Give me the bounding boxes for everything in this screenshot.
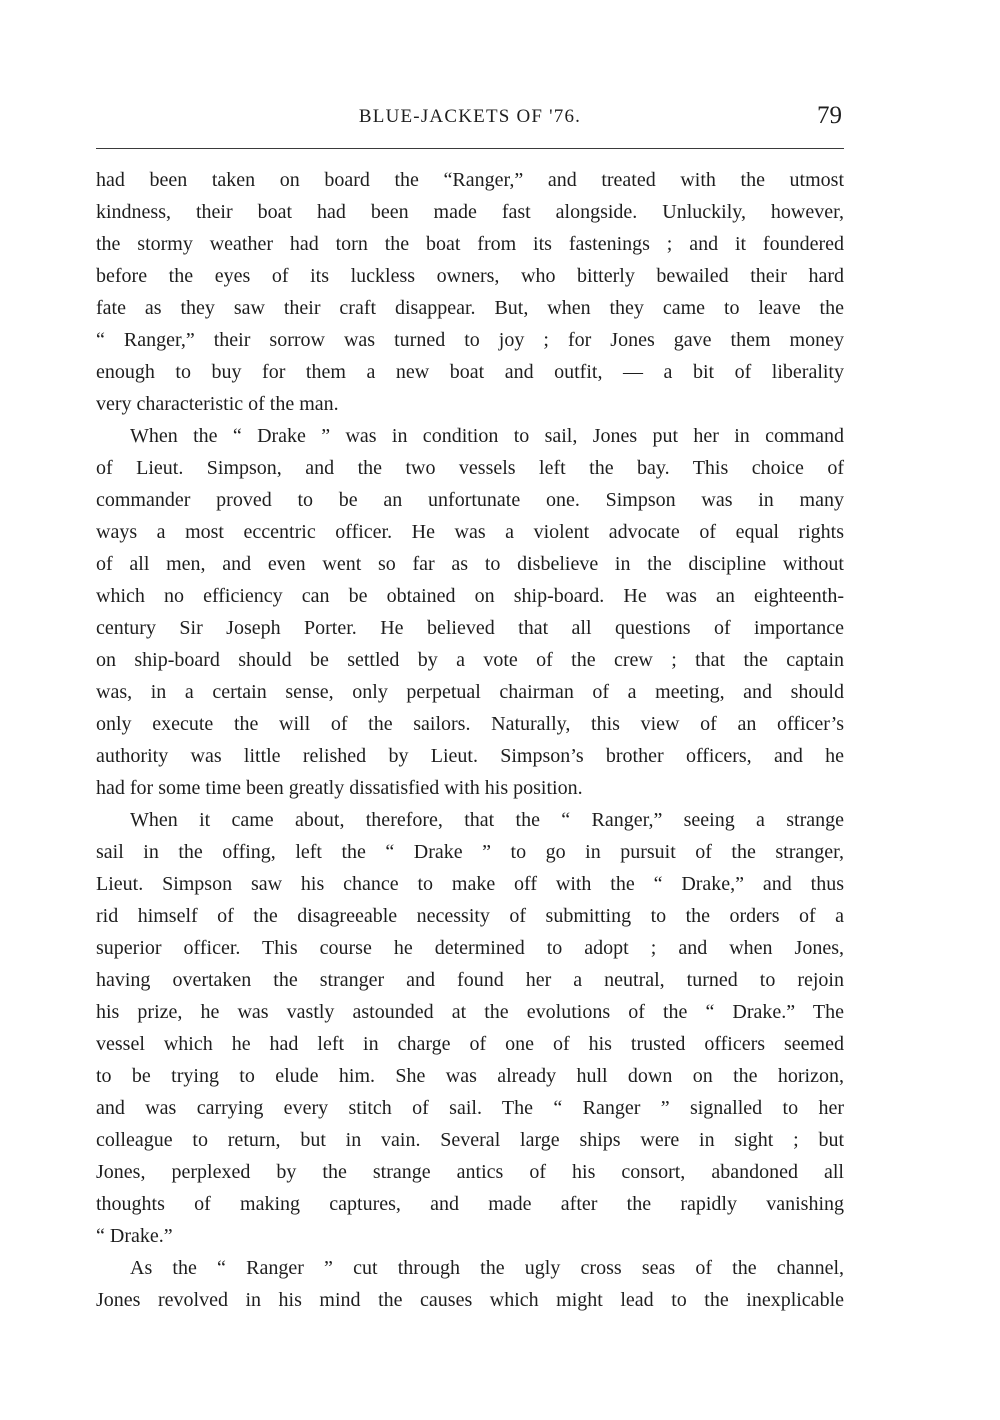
text-line: Jones revolved in his mind the causes which might lead to the inexplicable [96, 1289, 844, 1311]
text-line: and was carrying every stitch of sail. The “ Ranger ” signalled to her [96, 1097, 844, 1119]
text-line: rid himself of the disagreeable necessity of submitting to the orders of a [96, 905, 844, 927]
text-line: of Lieut. Simpson, and the two vessels left the bay. This choice of [96, 457, 844, 479]
text-line: authority was little relished by Lieut. Simpson’s brother officers, and he [96, 745, 844, 767]
text-line: Lieut. Simpson saw his chance to make off with the “ Drake,” and thus [96, 873, 844, 895]
text-line: ways a most eccentric officer. He was a violent advocate of equal rights [96, 521, 844, 543]
text-line: had for some time been greatly dissatisfied with his position. [96, 777, 583, 799]
text-line: his prize, he was vastly astounded at the evolutions of the “ Drake.” The [96, 1001, 844, 1023]
text-line: sail in the offing, left the “ Drake ” to go in pursuit of the stranger, [96, 841, 844, 863]
text-line: was, in a certain sense, only perpetual chairman of a meeting, and should [96, 681, 844, 703]
text-line: When the “ Drake ” was in condition to sail, Jones put her in command [130, 425, 844, 447]
text-line: Jones, perplexed by the strange antics of his consort, abandoned all [96, 1161, 844, 1183]
page-number: 79 [817, 102, 842, 129]
text-line: fate as they saw their craft disappear. But, when they came to leave the [96, 297, 844, 319]
text-line: before the eyes of its luckless owners, who bitterly bewailed their hard [96, 265, 844, 287]
text-line: had been taken on board the “Ranger,” and treated with the utmost [96, 169, 844, 191]
text-line: of all men, and even went so far as to disbelieve in the discipline without [96, 553, 844, 575]
text-line: only execute the will of the sailors. Naturally, this view of an officer’s [96, 713, 844, 735]
running-title: BLUE-JACKETS OF '76. [358, 106, 582, 127]
text-line: the stormy weather had torn the boat from its fastenings ; and it foundered [96, 233, 844, 255]
text-line: commander proved to be an unfortunate one. Simpson was in many [96, 489, 844, 511]
page-header [96, 100, 844, 140]
text-line: which no efficiency can be obtained on ship-board. He was an eighteenth- [96, 585, 844, 607]
text-line: “ Drake.” [96, 1225, 173, 1247]
text-line: When it came about, therefore, that the “ Ranger,” seeing a strange [130, 809, 844, 831]
text-line: enough to buy for them a new boat and outfit, — a bit of liberality [96, 361, 844, 383]
text-line: thoughts of making captures, and made after the rapidly vanishing [96, 1193, 844, 1215]
text-line: kindness, their boat had been made fast alongside. Unluckily, however, [96, 201, 844, 223]
body-text [96, 164, 844, 1316]
text-line: very characteristic of the man. [96, 393, 339, 415]
text-line: on ship-board should be settled by a vote of the crew ; that the captain [96, 649, 844, 671]
text-line: vessel which he had left in charge of one of his trusted officers seemed [96, 1033, 844, 1055]
text-line: superior officer. This course he determined to adopt ; and when Jones, [96, 937, 844, 959]
text-line: “ Ranger,” their sorrow was turned to joy ; for Jones gave them money [96, 329, 844, 351]
text-line: to be trying to elude him. She was already hull down on the horizon, [96, 1065, 844, 1087]
text-line: century Sir Joseph Porter. He believed that all questions of importance [96, 617, 844, 639]
text-line: colleague to return, but in vain. Several large ships were in sight ; but [96, 1129, 844, 1151]
text-line: As the “ Ranger ” cut through the ugly cross seas of the channel, [130, 1257, 844, 1279]
text-line: having overtaken the stranger and found her a neutral, turned to rejoin [96, 969, 844, 991]
header-rule [96, 148, 844, 149]
